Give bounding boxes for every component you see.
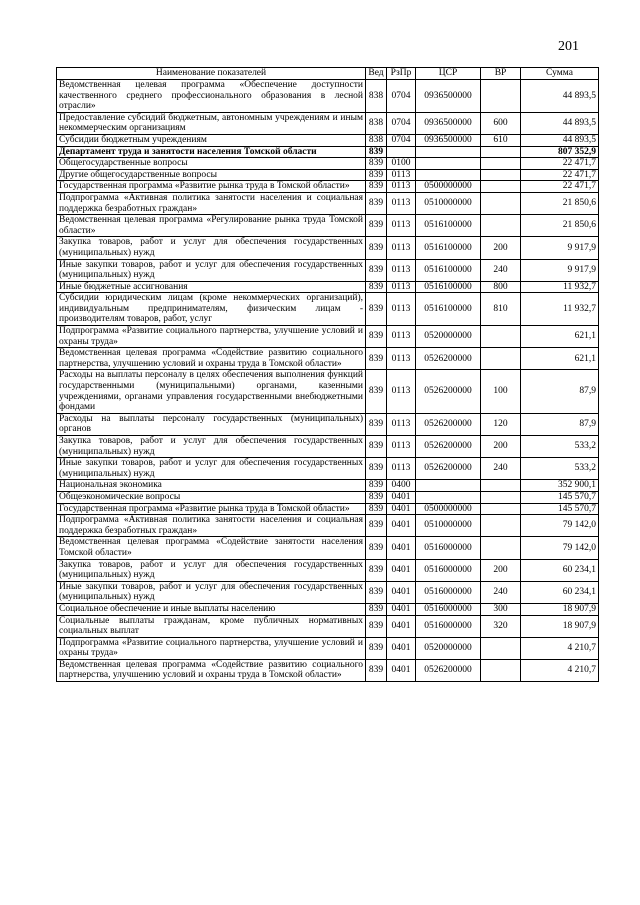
row-ved: 839 — [366, 581, 387, 603]
row-vr — [481, 515, 521, 537]
table-row — [57, 80, 599, 113]
row-sum: 60 234,1 — [521, 581, 599, 603]
row-ved: 839 — [366, 237, 387, 259]
row-sum: 11 932,7 — [521, 293, 599, 326]
row-sum: 22 471,7 — [521, 169, 599, 181]
row-csr: 0516000000 — [416, 615, 481, 637]
budget-table — [56, 67, 599, 682]
row-ved: 839 — [366, 370, 387, 413]
row-name: Социальное обеспечение и иные выплаты населению — [57, 603, 366, 615]
row-rzpr: 0401 — [387, 559, 416, 581]
row-sum: 11 932,7 — [521, 281, 599, 293]
row-rzpr: 0400 — [387, 480, 416, 492]
row-sum: 18 907,9 — [521, 615, 599, 637]
row-vr: 200 — [481, 559, 521, 581]
row-vr — [481, 146, 521, 158]
row-name: Общеэкономические вопросы — [57, 491, 366, 503]
row-rzpr: 0113 — [387, 215, 416, 237]
row-vr — [481, 80, 521, 113]
row-sum: 4 210,7 — [521, 637, 599, 659]
table-row — [57, 637, 599, 659]
row-vr — [481, 192, 521, 214]
row-vr — [481, 503, 521, 515]
header-vr: ВР — [481, 68, 521, 80]
row-sum: 87,9 — [521, 370, 599, 413]
row-vr: 240 — [481, 259, 521, 281]
row-name: Иные закупки товаров, работ и услуг для обеспечения государственных (муниципальных) нужд — [57, 259, 366, 281]
row-name: Подпрограмма «Активная политика занятости населения и социальная поддержка безработных граждан» — [57, 192, 366, 214]
row-vr: 800 — [481, 281, 521, 293]
row-name: Государственная программа «Развитие рынка труда в Томской области» — [57, 503, 366, 515]
row-rzpr — [387, 146, 416, 158]
header-ved: Вед — [366, 68, 387, 80]
row-ved: 839 — [366, 659, 387, 681]
row-name: Ведомственная целевая программа «Содействие развитию социального партнерства, улучшению условий и охраны труда в Томской области» — [57, 348, 366, 370]
row-rzpr: 0401 — [387, 581, 416, 603]
table-row — [57, 192, 599, 214]
row-ved: 839 — [366, 559, 387, 581]
row-sum: 22 471,7 — [521, 158, 599, 170]
row-csr: 0526200000 — [416, 436, 481, 458]
row-ved: 839 — [366, 537, 387, 559]
row-vr — [481, 215, 521, 237]
row-csr: 0516100000 — [416, 293, 481, 326]
row-ved: 839 — [366, 436, 387, 458]
row-rzpr: 0113 — [387, 348, 416, 370]
row-rzpr: 0401 — [387, 537, 416, 559]
row-rzpr: 0113 — [387, 181, 416, 193]
row-ved: 839 — [366, 491, 387, 503]
row-rzpr: 0113 — [387, 413, 416, 435]
table-row — [57, 237, 599, 259]
row-rzpr: 0401 — [387, 503, 416, 515]
row-ved: 839 — [366, 603, 387, 615]
row-ved: 839 — [366, 192, 387, 214]
row-csr: 0516100000 — [416, 215, 481, 237]
row-csr: 0520000000 — [416, 637, 481, 659]
row-vr — [481, 480, 521, 492]
row-csr: 0516000000 — [416, 537, 481, 559]
row-sum: 533,2 — [521, 458, 599, 480]
row-vr — [481, 181, 521, 193]
table-row — [57, 169, 599, 181]
row-ved: 838 — [366, 80, 387, 113]
row-ved: 839 — [366, 169, 387, 181]
table-row — [57, 537, 599, 559]
table-row — [57, 370, 599, 413]
table-header-row — [57, 68, 599, 80]
row-csr: 0516000000 — [416, 581, 481, 603]
row-rzpr: 0113 — [387, 436, 416, 458]
row-vr: 600 — [481, 112, 521, 134]
row-vr — [481, 158, 521, 170]
row-csr: 0516100000 — [416, 259, 481, 281]
row-sum: 79 142,0 — [521, 537, 599, 559]
table-row — [57, 503, 599, 515]
row-ved: 839 — [366, 348, 387, 370]
row-ved: 839 — [366, 480, 387, 492]
table-row — [57, 581, 599, 603]
row-name: Закупка товаров, работ и услуг для обеспечения государственных (муниципальных) нужд — [57, 436, 366, 458]
row-name: Закупка товаров, работ и услуг для обеспечения государственных (муниципальных) нужд — [57, 237, 366, 259]
row-name: Подпрограмма «Развитие социального партнерства, улучшение условий и охраны труда» — [57, 326, 366, 348]
row-rzpr: 0113 — [387, 326, 416, 348]
row-ved: 839 — [366, 503, 387, 515]
table-row — [57, 215, 599, 237]
row-rzpr: 0704 — [387, 112, 416, 134]
row-rzpr: 0113 — [387, 293, 416, 326]
table-row — [57, 559, 599, 581]
row-csr: 0516100000 — [416, 281, 481, 293]
row-rzpr: 0704 — [387, 134, 416, 146]
row-name: Ведомственная целевая программа «Регулирование рынка труда Томской области» — [57, 215, 366, 237]
row-csr — [416, 491, 481, 503]
row-name: Закупка товаров, работ и услуг для обеспечения государственных (муниципальных) нужд — [57, 559, 366, 581]
row-csr: 0516000000 — [416, 559, 481, 581]
row-vr — [481, 348, 521, 370]
row-sum: 87,9 — [521, 413, 599, 435]
row-ved: 839 — [366, 326, 387, 348]
row-rzpr: 0704 — [387, 80, 416, 113]
row-vr — [481, 537, 521, 559]
row-sum: 621,1 — [521, 348, 599, 370]
row-sum: 79 142,0 — [521, 515, 599, 537]
row-rzpr: 0401 — [387, 659, 416, 681]
row-vr — [481, 169, 521, 181]
row-csr: 0936500000 — [416, 134, 481, 146]
row-sum: 621,1 — [521, 326, 599, 348]
row-name: Национальная экономика — [57, 480, 366, 492]
table-row — [57, 348, 599, 370]
row-ved: 839 — [366, 158, 387, 170]
row-ved: 839 — [366, 615, 387, 637]
row-vr — [481, 491, 521, 503]
row-rzpr: 0113 — [387, 259, 416, 281]
row-name: Ведомственная целевая программа «Обеспечение доступности качественного среднего профессионального образования в лесной отрасли» — [57, 80, 366, 113]
table-row — [57, 293, 599, 326]
table-body — [57, 80, 599, 682]
table-row — [57, 603, 599, 615]
table-row — [57, 134, 599, 146]
table-row — [57, 181, 599, 193]
row-sum: 22 471,7 — [521, 181, 599, 193]
header-sum: Сумма — [521, 68, 599, 80]
table-row — [57, 259, 599, 281]
row-name: Субсидии юридическим лицам (кроме некоммерческих организаций), индивидуальным предпринимателям, физическим лицам - производителям товаров, работ, услуг — [57, 293, 366, 326]
row-rzpr: 0401 — [387, 515, 416, 537]
row-csr: 0526200000 — [416, 659, 481, 681]
row-rzpr: 0113 — [387, 458, 416, 480]
row-rzpr: 0113 — [387, 370, 416, 413]
row-name: Иные бюджетные ассигнования — [57, 281, 366, 293]
row-name: Подпрограмма «Развитие социального партнерства, улучшение условий и охраны труда» — [57, 637, 366, 659]
row-vr: 200 — [481, 237, 521, 259]
row-name: Департамент труда и занятости населения Томской области — [57, 146, 366, 158]
row-vr: 320 — [481, 615, 521, 637]
table-row — [57, 281, 599, 293]
row-csr: 0526200000 — [416, 348, 481, 370]
row-csr — [416, 146, 481, 158]
row-csr — [416, 480, 481, 492]
row-csr: 0500000000 — [416, 181, 481, 193]
row-rzpr: 0401 — [387, 637, 416, 659]
row-csr — [416, 158, 481, 170]
row-sum: 352 900,1 — [521, 480, 599, 492]
table-row — [57, 615, 599, 637]
row-vr: 300 — [481, 603, 521, 615]
page-number: 201 — [558, 39, 579, 54]
row-vr: 810 — [481, 293, 521, 326]
row-csr: 0516000000 — [416, 603, 481, 615]
header-name: Наименование показателей — [57, 68, 366, 80]
row-csr: 0520000000 — [416, 326, 481, 348]
row-name: Иные закупки товаров, работ и услуг для обеспечения государственных (муниципальных) нужд — [57, 581, 366, 603]
row-vr — [481, 637, 521, 659]
row-name: Подпрограмма «Активная политика занятости населения и социальная поддержка безработных граждан» — [57, 515, 366, 537]
table-row — [57, 480, 599, 492]
row-sum: 44 893,5 — [521, 112, 599, 134]
row-rzpr: 0401 — [387, 615, 416, 637]
row-rzpr: 0401 — [387, 491, 416, 503]
table-row — [57, 146, 599, 158]
row-ved: 839 — [366, 146, 387, 158]
row-sum: 18 907,9 — [521, 603, 599, 615]
row-sum: 145 570,7 — [521, 491, 599, 503]
row-name: Социальные выплаты гражданам, кроме публичных нормативных социальных выплат — [57, 615, 366, 637]
row-vr: 240 — [481, 458, 521, 480]
row-sum: 9 917,9 — [521, 259, 599, 281]
table-row — [57, 112, 599, 134]
row-name: Государственная программа «Развитие рынка труда в Томской области» — [57, 181, 366, 193]
row-sum: 533,2 — [521, 436, 599, 458]
row-vr: 200 — [481, 436, 521, 458]
table-row — [57, 515, 599, 537]
row-sum: 807 352,9 — [521, 146, 599, 158]
row-name: Расходы на выплаты персоналу государственных (муниципальных) органов — [57, 413, 366, 435]
row-ved: 839 — [366, 215, 387, 237]
row-rzpr: 0401 — [387, 603, 416, 615]
row-vr: 100 — [481, 370, 521, 413]
header-csr: ЦСР — [416, 68, 481, 80]
row-ved: 839 — [366, 637, 387, 659]
row-name: Иные закупки товаров, работ и услуг для обеспечения государственных (муниципальных) нужд — [57, 458, 366, 480]
row-ved: 839 — [366, 458, 387, 480]
row-sum: 21 850,6 — [521, 192, 599, 214]
row-csr: 0526200000 — [416, 413, 481, 435]
row-vr: 610 — [481, 134, 521, 146]
row-sum: 44 893,5 — [521, 134, 599, 146]
row-csr: 0500000000 — [416, 503, 481, 515]
row-csr: 0510000000 — [416, 515, 481, 537]
row-csr: 0526200000 — [416, 370, 481, 413]
row-vr: 120 — [481, 413, 521, 435]
row-ved: 838 — [366, 134, 387, 146]
row-name: Ведомственная целевая программа «Содействие развитию социального партнерства, улучшению условий и охраны труда в Томской области» — [57, 659, 366, 681]
table-row — [57, 158, 599, 170]
table-row — [57, 659, 599, 681]
row-csr: 0936500000 — [416, 80, 481, 113]
table-row — [57, 491, 599, 503]
row-name: Другие общегосударственные вопросы — [57, 169, 366, 181]
header-rzpr: РзПр — [387, 68, 416, 80]
row-name: Общегосударственные вопросы — [57, 158, 366, 170]
table-row — [57, 436, 599, 458]
table-row — [57, 413, 599, 435]
row-sum: 4 210,7 — [521, 659, 599, 681]
row-csr — [416, 169, 481, 181]
row-name: Расходы на выплаты персоналу в целях обеспечения выполнения функций государственными (муниципальными) органами, казенными учреждениями, органами управления государственными внебюджетными фондами — [57, 370, 366, 413]
row-rzpr: 0113 — [387, 281, 416, 293]
row-vr — [481, 659, 521, 681]
row-ved: 839 — [366, 515, 387, 537]
row-vr — [481, 326, 521, 348]
table-row — [57, 458, 599, 480]
row-csr: 0936500000 — [416, 112, 481, 134]
row-name: Ведомственная целевая программа «Содействие занятости населения Томской области» — [57, 537, 366, 559]
row-ved: 839 — [366, 281, 387, 293]
row-rzpr: 0113 — [387, 169, 416, 181]
row-ved: 838 — [366, 112, 387, 134]
row-vr: 240 — [481, 581, 521, 603]
row-csr: 0526200000 — [416, 458, 481, 480]
row-sum: 44 893,5 — [521, 80, 599, 113]
row-sum: 60 234,1 — [521, 559, 599, 581]
row-csr: 0510000000 — [416, 192, 481, 214]
row-ved: 839 — [366, 293, 387, 326]
row-name: Предоставление субсидий бюджетным, автономным учреждениям и иным некоммерческим организациям — [57, 112, 366, 134]
row-csr: 0516100000 — [416, 237, 481, 259]
table-row — [57, 326, 599, 348]
row-ved: 839 — [366, 181, 387, 193]
row-name: Субсидии бюджетным учреждениям — [57, 134, 366, 146]
row-ved: 839 — [366, 259, 387, 281]
row-sum: 9 917,9 — [521, 237, 599, 259]
row-ved: 839 — [366, 413, 387, 435]
row-rzpr: 0113 — [387, 192, 416, 214]
row-sum: 145 570,7 — [521, 503, 599, 515]
row-sum: 21 850,6 — [521, 215, 599, 237]
row-rzpr: 0113 — [387, 237, 416, 259]
row-rzpr: 0100 — [387, 158, 416, 170]
